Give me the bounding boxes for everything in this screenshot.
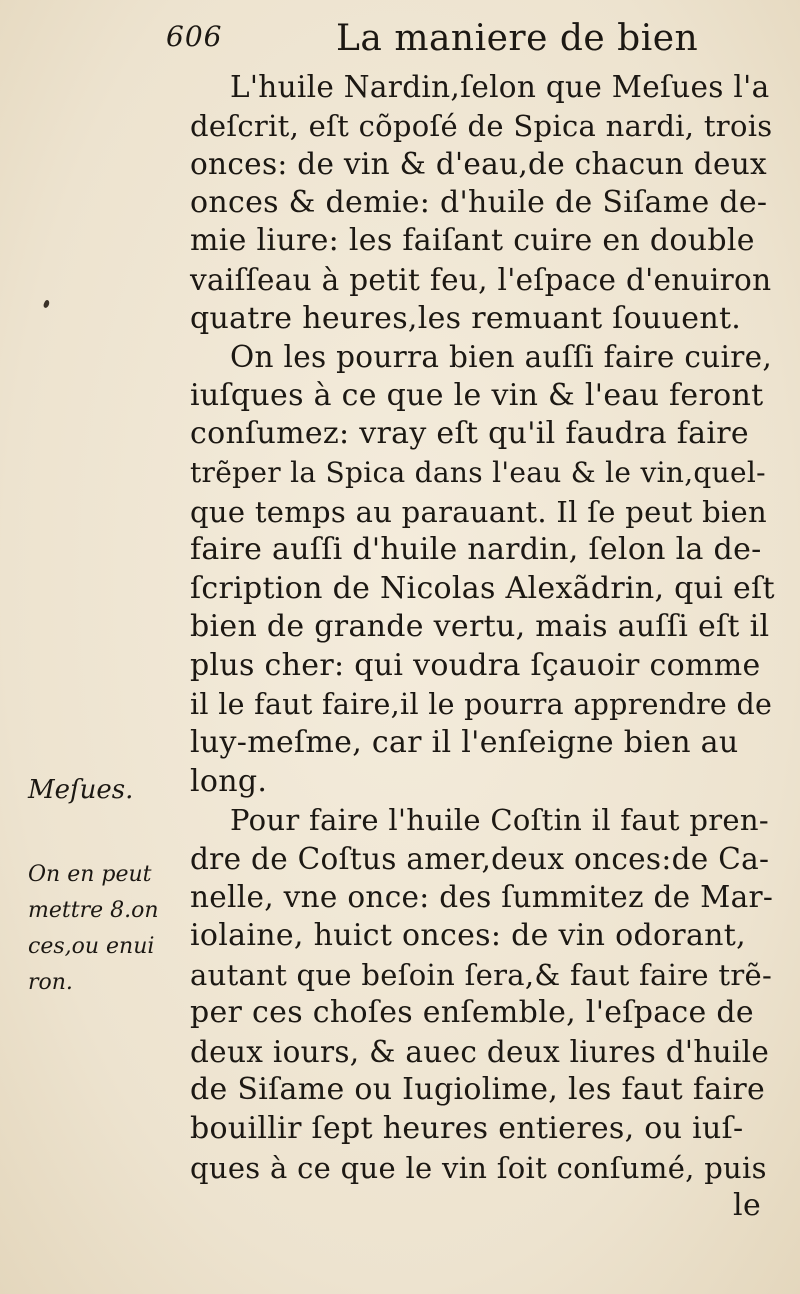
text-line: faire auſſi d'huile nardin, ſelon la de- [190, 532, 762, 568]
body-text [190, 68, 775, 1226]
text-line: iolaine, huict onces: de vin odorant, [190, 918, 746, 954]
text-line: per ces choſes enſemble, l'eſpace de [190, 995, 754, 1031]
text-line: il le faut faire,il le pourra apprendre de [190, 687, 773, 721]
text-line: iuſques à ce que le vin & l'eau feront [190, 377, 764, 413]
text-line: luy-meſme, car il l'enſeigne bien au [190, 725, 739, 761]
margin-note: ron. [28, 970, 73, 995]
text-line: ſcription de Nicolas Alexãdrin, qui eſt [190, 570, 775, 606]
margin-note: ces,ou enui [28, 934, 155, 959]
text-line: onces: de vin & d'eau,de chacun deux [190, 147, 767, 182]
text-line: bouillir ſept heures entieres, ou iuſ- [190, 1111, 744, 1147]
text-line: bien de grande vertu, mais auſſi eſt il [190, 609, 770, 645]
text-line: L'huile Nardin,ſelon que Meſues l'a [230, 70, 770, 104]
page-number: 606 [166, 20, 223, 53]
text-line: conſumez: vray eſt qu'il faudra faire [190, 416, 749, 452]
margin-note-author: Meſues. [28, 775, 134, 805]
text-line: On les pourra bien auſſi faire cuire, [230, 340, 773, 375]
text-line: deux iours, & auec deux liures d'huile [190, 1034, 770, 1069]
catchword: le [733, 1188, 761, 1224]
text-line: plus cher: qui voudra ſçauoir comme [190, 647, 761, 683]
text-line: ques à ce que le vin ſoit conſumé, puis [190, 1150, 767, 1185]
margin-note: mettre 8.on [28, 898, 159, 923]
ink-speck [43, 299, 51, 308]
text-line: deſcrit, eſt cõpoſé de Spica nardi, trois [190, 108, 773, 143]
page-header [160, 12, 720, 62]
text-line: nelle, vne once: des ſummitez de Mar- [190, 880, 774, 915]
text-line: quatre heures,les remuant ſouuent. [190, 300, 742, 336]
text-line: long. [190, 763, 268, 799]
text-line: dre de Coſtus amer,deux onces:de Ca- [190, 841, 770, 876]
running-head: La maniere de bien [336, 18, 699, 59]
text-line: vaiſſeau à petit feu, l'eſpace d'enuiron [190, 262, 772, 297]
text-line: mie liure: les faiſant cuire en double [190, 223, 755, 259]
text-line: Pour faire l'huile Coſtin il faut pren- [230, 803, 769, 838]
text-line: autant que beſoin ſera,& faut faire trẽ- [190, 957, 773, 992]
text-line: que temps au parauant. Il ſe peut bien [190, 494, 767, 529]
margin-note: On en peut [28, 862, 152, 887]
text-line: trẽper la Spica dans l'eau & le vin,quel- [190, 455, 766, 489]
text-line: onces & demie: d'huile de Siſame de- [190, 184, 768, 220]
text-line: de Siſame ou Iugiolime, les faut faire [190, 1072, 766, 1108]
